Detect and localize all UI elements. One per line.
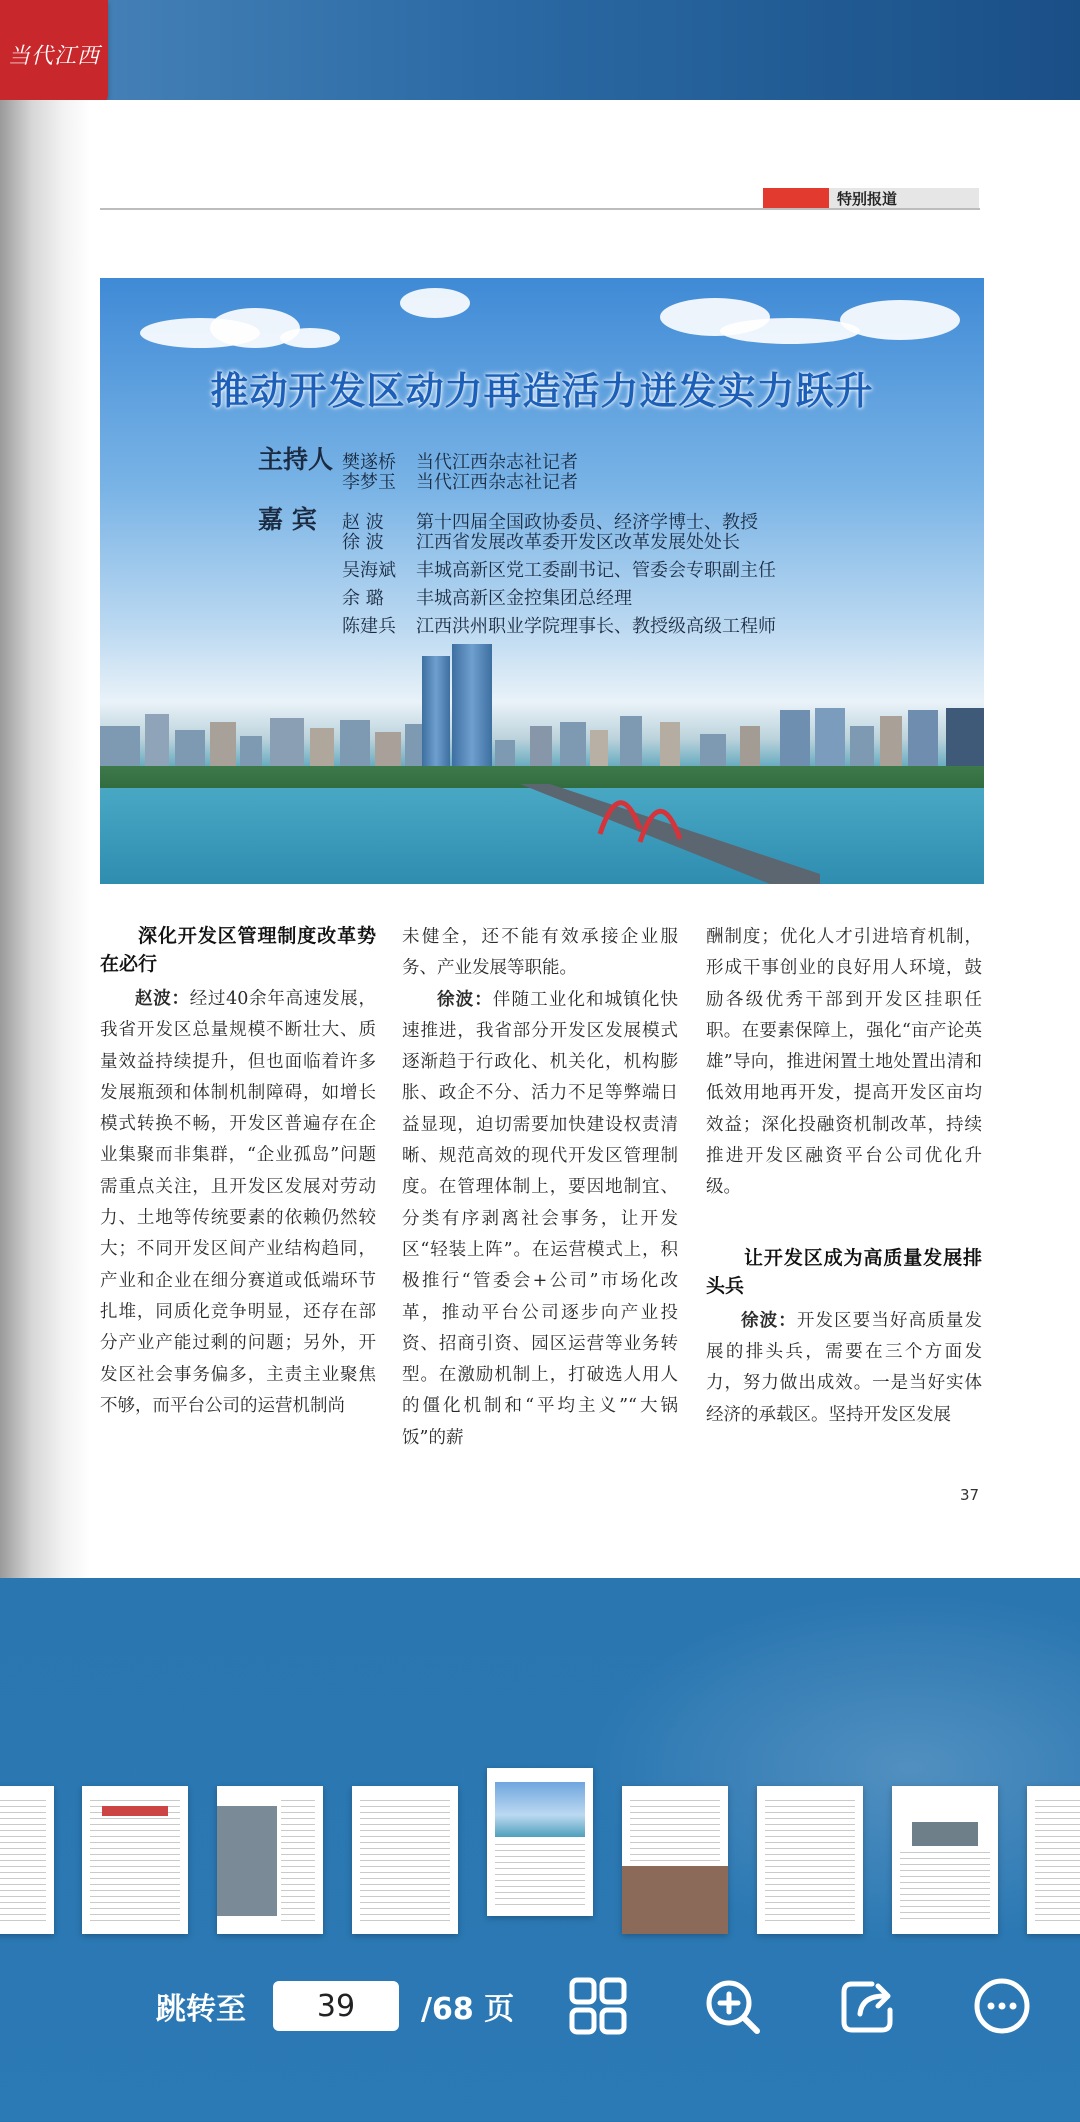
page-number: 37 [960,1486,980,1504]
more-options-button[interactable] [972,1976,1032,2036]
guest-row [258,612,776,640]
paragraph-text: 开发区要当好高质量发展的排头兵，需要在三个方面发力，努力做出成效。一是当好实体经济的承载区。坚持开发区发展 [706,1310,982,1425]
share-icon [838,1976,898,2036]
grid-view-button[interactable] [568,1976,628,2036]
page-thumbnail[interactable] [892,1786,998,1934]
article-paragraph [706,1306,982,1431]
guest-row [258,584,776,612]
article-paragraph [402,985,678,1454]
page-thumbnail-current[interactable] [487,1768,593,1916]
participants-list [258,440,776,640]
speaker-name: 徐波： [741,1310,797,1331]
paragraph-text: 伴随工业化和城镇化快速推进，我省部分开发区发展模式逐渐趋于行政化、机关化，机构膨胀、政企不分、活力不足等弊端日益显现，迫切需要加快建设权责清晰、规范高效的现代开发区管理制度。在管理体制上，要因地制宜、分类有序剥离社会事务，让开发区“轻装上阵”。在运营模式上，积极推行“管委会+公司”市场化改革，推动平台公司逐步向产业投资、招商引资、园区运营等业务转型。在激励机制上，打破选人用人的僵化机制和“平均主义”“大锅饭”的薪 [402,989,678,1448]
header-rule [100,208,980,210]
host-title: 当代江西杂志社记者 [416,452,578,473]
top-bar [0,0,1080,100]
article-column-3 [706,922,982,1431]
guest-title: 丰城高新区党工委副书记、管委会专职副主任 [416,560,776,581]
guests-label: 嘉 宾 [258,505,317,534]
guest-title: 江西省发展改革委开发区改革发展处处长 [416,532,740,553]
host-title: 当代江西杂志社记者 [416,472,578,493]
section-tag-label: 特别报道 [837,189,898,208]
guest-name: 余 璐 [342,588,384,609]
section-tag-marker [763,188,829,208]
hero-image [100,278,984,884]
page-thumbnail[interactable] [217,1786,323,1934]
page-number-input[interactable] [273,1981,399,2031]
app-logo[interactable]: 当代江西 [0,0,108,108]
article-subheading: 让开发区成为高质量发展排头兵 [706,1246,982,1297]
article-paragraph: 酬制度；优化人才引进培育机制，形成干事创业的良好用人环境，鼓励各级优秀干部到开发区挂职任职。在要素保障上，强化“亩产论英雄”导向，推进闲置土地处置出清和低效用地再开发，提高开发区亩均效益；深化投融资机制改革，持续推进开发区融资平台公司优化升级。 [706,927,982,1198]
page-thumbnail[interactable] [1027,1786,1080,1934]
host-row [258,440,776,474]
guest-name: 陈建兵 [342,616,396,637]
page-thumbnail[interactable] [0,1786,54,1934]
guest-row [258,556,776,584]
speaker-name: 徐波： [437,989,493,1010]
bridge-illustration [520,774,820,884]
host-name: 李梦玉 [342,472,396,493]
page-thumbnail[interactable] [82,1786,188,1934]
guest-title: 第十四届全国政协委员、经济学博士、教授 [416,512,758,533]
page-thumbnail[interactable] [757,1786,863,1934]
grid-icon [568,1976,628,2036]
paragraph-text: 经过40余年高速发展，我省开发区总量规模不断壮大、质量效益持续提升，但也面临着许多发展瓶颈和体制机制障碍，如增长模式转换不畅，开发区普遍存在企业集聚而非集群，“企业孤岛”问题需重点关注，且开发区发展对劳动力、土地等传统要素的依赖仍然较大；不同开发区间产业结构趋同，产业和企业在细分赛道或低端环节扎堆，同质化竞争明显，还存在部分产业产能过剩的问题；另外，开发区社会事务偏多，主责主业聚焦不够，而平台公司的运营机制尚 [100,989,376,1416]
article-column-1 [100,922,376,1422]
article-paragraph [100,984,376,1422]
section-tag [763,188,979,208]
guest-name: 吴海斌 [342,560,396,581]
share-button[interactable] [838,1976,898,2036]
article-paragraph: 未健全，还不能有效承接企业服务、产业发展等职能。 [402,927,678,979]
hosts-label: 主持人 [258,445,334,474]
guest-title: 丰城高新区金控集团总经理 [416,588,632,609]
guest-name: 徐 波 [342,532,384,553]
zoom-in-icon [702,1976,762,2036]
page-spine-shadow [0,100,90,1578]
page-thumbnail[interactable] [352,1786,458,1934]
magazine-page[interactable] [0,100,1080,1578]
article-column-2 [402,922,678,1454]
total-pages-label: /68 页 [421,1992,515,2027]
hero-title: 推动开发区动力再造活力迸发实力跃升 [210,369,874,413]
speaker-name: 赵波： [135,989,190,1009]
guest-row [258,500,776,534]
zoom-in-button[interactable] [702,1976,762,2036]
host-name: 樊遂桥 [342,452,396,473]
guest-name: 赵 波 [342,512,384,533]
more-icon [972,1976,1032,2036]
jump-to-label: 跳转至 [156,1992,246,2027]
article-subheading: 深化开发区管理制度改革势在必行 [100,925,376,975]
guest-title: 江西洪州职业学院理事长、教授级高级工程师 [416,616,776,637]
page-thumbnail[interactable] [622,1786,728,1934]
